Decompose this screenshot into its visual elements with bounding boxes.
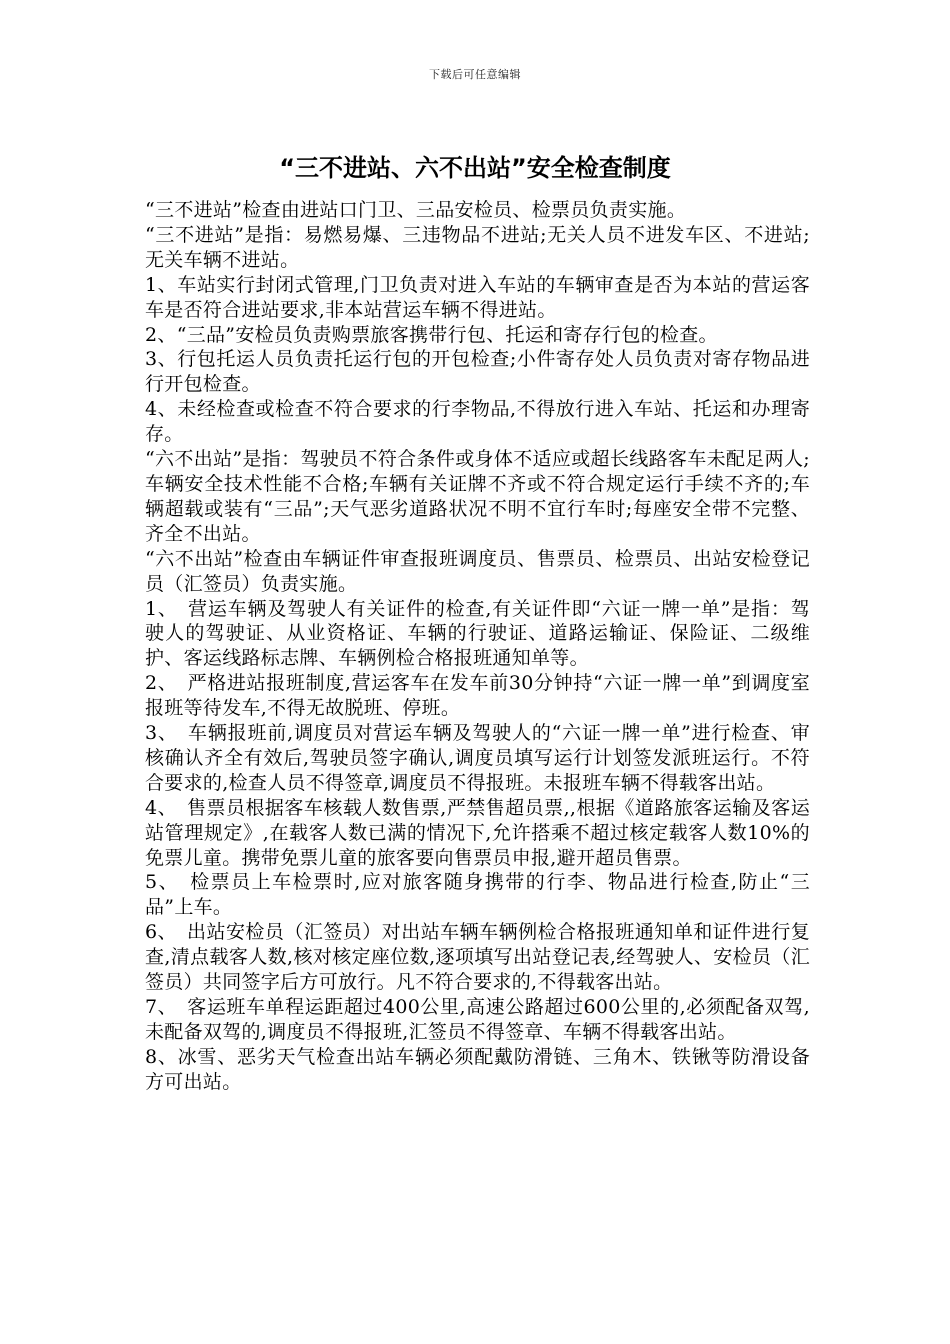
paragraph-item-4: 4、未经检查或检查不符合要求的行李物品,不得放行进入车站、托运和办理寄存。: [145, 398, 810, 446]
header-note: 下载后可任意编辑: [429, 68, 521, 81]
document-title: “三不进站、六不出站”安全检查制度: [279, 154, 671, 182]
paragraph-six-definition: “六不出站”是指：驾驶员不符合条件或身体不适应或超长线路客车未配足两人;车辆安全技术性能不合格;车辆有关证牌不齐或不符合规定运行手续不齐的;车辆超载或装有“三品”;天气恶劣道路状况不明不宜行车时;每座安全带不完整、齐全不出站。: [145, 448, 810, 545]
paragraph-intro-1: “三不进站”检查由进站口门卫、三品安检员、检票员负责实施。: [145, 199, 687, 221]
paragraph-six-item-5: 5、 检票员上车检票时,应对旅客随身携带的行李、物品进行检查,防止“三品”上车。: [145, 871, 810, 919]
paragraph-six-item-4: 4、 售票员根据客车核载人数售票,严禁售超员票,,根据《道路旅客运输及客运站管理规定》,在载客人数已满的情况下,允许搭乘不超过核定载客人数10%的免票儿童。携带免票儿童的旅客要向售票员申报,避开超员售票。: [145, 796, 810, 869]
paragraph-six-item-8: 8、冰雪、恶劣天气检查出站车辆必须配戴防滑链、三角木、铁锹等防滑设备方可出站。: [145, 1045, 810, 1093]
paragraph-item-3: 3、行包托运人员负责托运行包的开包检查;小件寄存处人员负责对寄存物品进行开包检查。: [145, 348, 810, 396]
paragraph-six-item-6: 6、 出站安检员（汇签员）对出站车辆车辆例检合格报班通知单和证件进行复查,清点载客人数,核对核定座位数,逐项填写出站登记表,经驾驶人、安检员（汇签员）共同签字后方可放行。凡不符合要求的,不得载客出站。: [145, 921, 810, 994]
paragraph-six-item-7: 7、 客运班车单程运距超过400公里,高速公路超过600公里的,必须配备双驾,未配备双驾的,调度员不得报班,汇签员不得签章、车辆不得载客出站。: [145, 996, 810, 1043]
paragraph-item-1: 1、车站实行封闭式管理,门卫负责对进入车站的车辆审查是否为本站的营运客车是否符合进站要求,非本站营运车辆不得进站。: [145, 273, 810, 321]
paragraph-six-responsibility: “六不出站”检查由车辆证件审查报班调度员、售票员、检票员、出站安检登记员（汇签员）负责实施。: [145, 547, 810, 595]
paragraph-intro-2: “三不进站”是指：易燃易爆、三违物品不进站;无关人员不进发车区、不进站;无关车辆不进站。: [145, 223, 810, 271]
document-body: [145, 198, 810, 1095]
paragraph-six-item-1: 1、 营运车辆及驾驶人有关证件的检查,有关证件即“六证一牌一单”是指：驾驶人的驾驶证、从业资格证、车辆的行驶证、道路运输证、保险证、二级维护、客运线路标志牌、车辆例检合格报班通知单等。: [145, 597, 810, 670]
paragraph-item-2: 2、“三品”安检员负责购票旅客携带行包、托运和寄存行包的检查。: [145, 323, 718, 346]
paragraph-six-item-3: 3、 车辆报班前,调度员对营运车辆及驾驶人的“六证一牌一单”进行检查、审核确认齐全有效后,驾驶员签字确认,调度员填写运行计划签发派班运行。不符合要求的,检查人员不得签章,调度员不得报班。未报班车辆不得载客出站。: [145, 722, 810, 794]
paragraph-six-item-2: 2、 严格进站报班制度,营运客车在发车前30分钟持“六证一牌一单”到调度室报班等待发车,不得无故脱班、停班。: [145, 672, 810, 720]
